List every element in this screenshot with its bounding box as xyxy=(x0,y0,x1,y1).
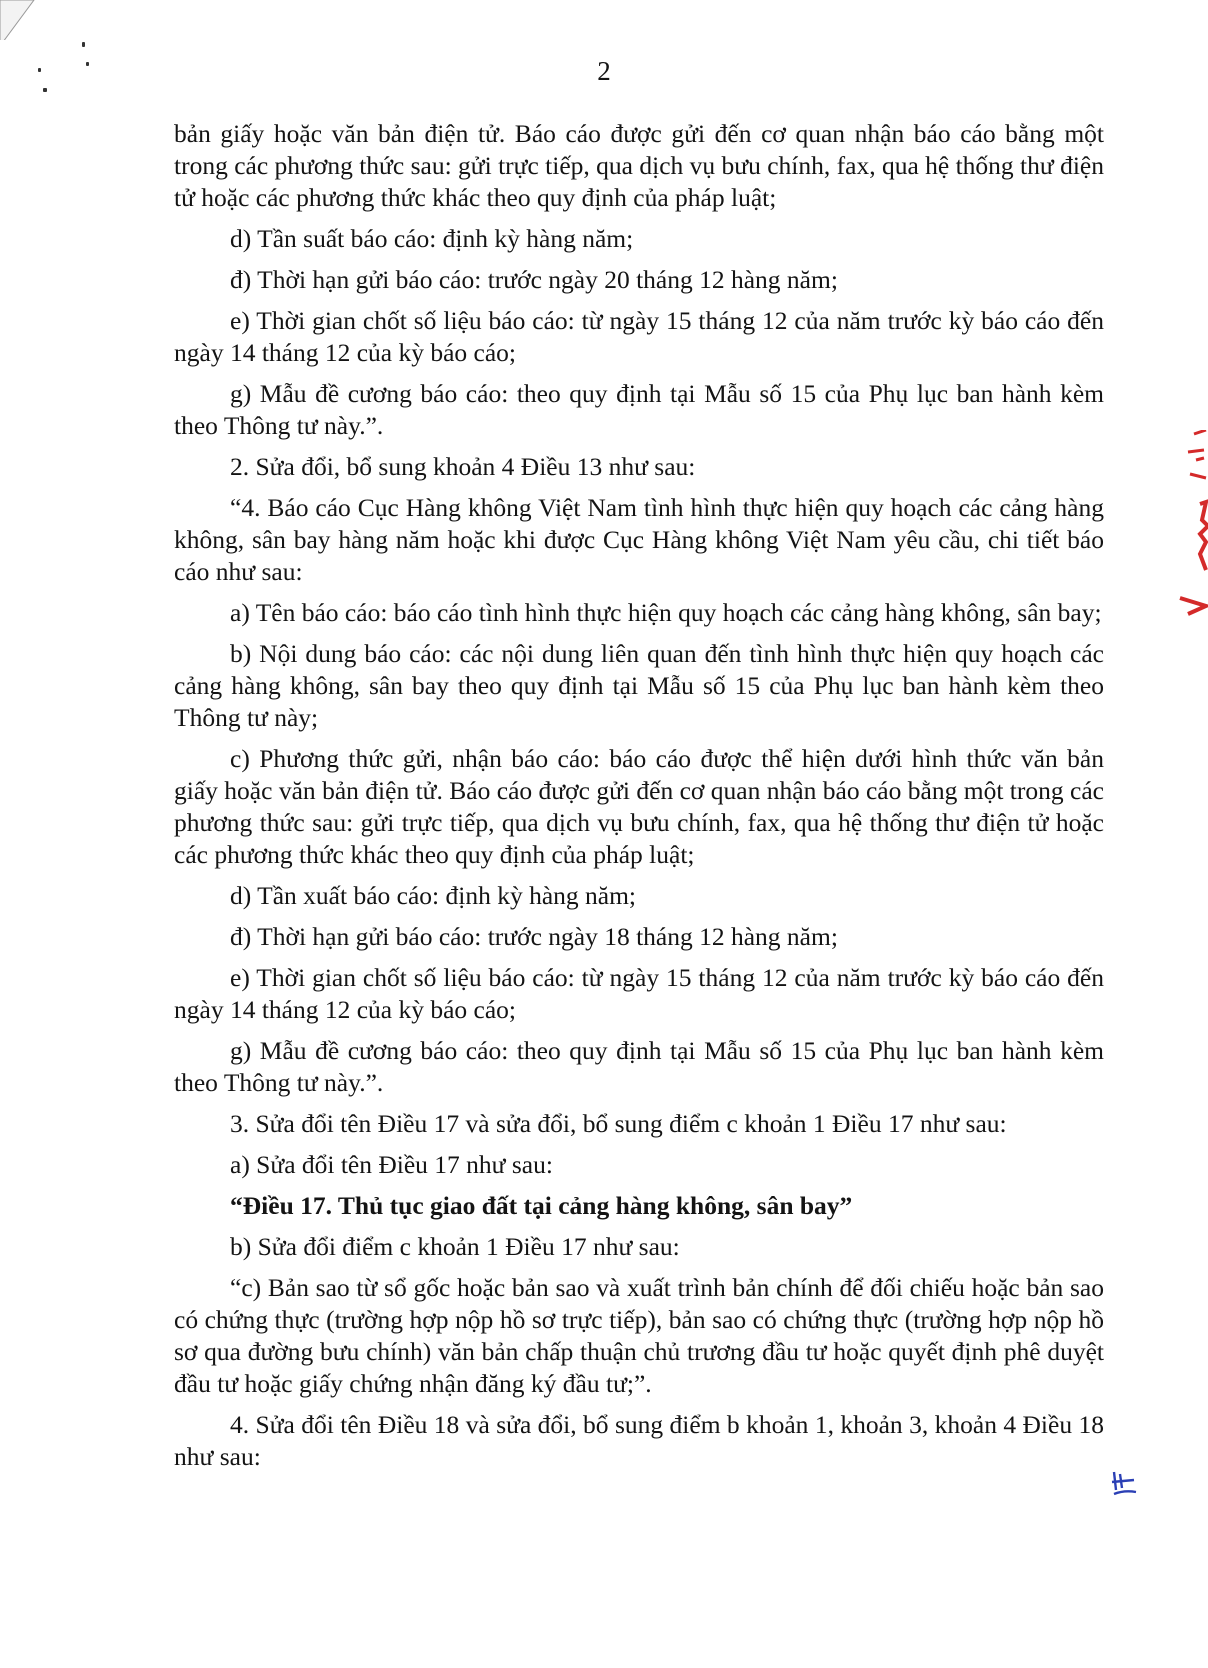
page-number: 2 xyxy=(597,56,611,86)
document-body xyxy=(174,118,1104,1482)
paragraph-item-a-report-name: a) Tên báo cáo: báo cáo tình hình thực hiện quy hoạch các cảng hàng không, sân bay; xyxy=(230,598,1102,627)
paragraph-item-a-rename: a) Sửa đổi tên Điều 17 như sau: xyxy=(230,1150,553,1179)
paragraph-point-c-text: “c) Bản sao từ sổ gốc hoặc bản sao và xuất trình bản chính để đối chiếu hoặc bản sao có chứng thực (trường hợp nộp hồ sơ trực tiếp), bản sao có chứng thực (trường hợp nộp hồ sơ qua đường bưu chính) văn bản chấp thuận chủ trương đầu tư hoặc quyết định phê duyệt đầu tư hoặc giấy chứng nhận đăng ký đầu tư;”. xyxy=(174,1273,1104,1398)
paragraph-section-3: 3. Sửa đổi tên Điều 17 và sửa đổi, bổ sung điểm c khoản 1 Điều 17 như sau: xyxy=(230,1109,1007,1138)
paragraph-item-d-frequency-2: d) Tần xuất báo cáo: định kỳ hàng năm; xyxy=(230,881,637,910)
article-17-heading: “Điều 17. Thủ tục giao đất tại cảng hàng không, sân bay” xyxy=(230,1191,853,1220)
scan-speck xyxy=(82,42,85,47)
paragraph-continuation: bản giấy hoặc văn bản điện tử. Báo cáo được gửi đến cơ quan nhận báo cáo bằng một trong các phương thức sau: gửi trực tiếp, qua dịch vụ bưu chính, fax, qua hệ thống thư điện tử hoặc các phương thức khác theo quy định của pháp luật; xyxy=(174,119,1104,212)
paragraph-item-dd-deadline-2: đ) Thời hạn gửi báo cáo: trước ngày 18 tháng 12 hàng năm; xyxy=(230,922,838,951)
paragraph-item-c-method: c) Phương thức gửi, nhận báo cáo: báo cáo được thể hiện dưới hình thức văn bản giấy hoặc văn bản điện tử. Báo cáo được gửi đến cơ quan nhận báo cáo bằng một trong các phương thức sau: gửi trực tiếp, qua dịch vụ bưu chính, fax, qua hệ thống thư điện tử hoặc các phương thức khác theo quy định của pháp luật; xyxy=(174,744,1104,869)
paragraph-item-g-template: g) Mẫu đề cương báo cáo: theo quy định tại Mẫu số 15 của Phụ lục ban hành kèm theo Thông tư này.”. xyxy=(174,379,1104,440)
paragraph-item-e-data-period-2: e) Thời gian chốt số liệu báo cáo: từ ngày 15 tháng 12 của năm trước kỳ báo cáo đến ngày 14 tháng 12 của kỳ báo cáo; xyxy=(174,963,1104,1024)
handwritten-initial xyxy=(1110,1468,1138,1496)
paragraph-item-b-report-content: b) Nội dung báo cáo: các nội dung liên quan đến tình hình thực hiện quy hoạch các cảng hàng không, sân bay theo quy định tại Mẫu số 15 của Phụ lục ban hành kèm theo Thông tư này; xyxy=(174,639,1104,732)
paragraph-item-g-template-2: g) Mẫu đề cương báo cáo: theo quy định tại Mẫu số 15 của Phụ lục ban hành kèm theo Thông tư này.”. xyxy=(174,1036,1104,1097)
red-stamp-edge xyxy=(1174,430,1208,650)
paragraph-section-2: 2. Sửa đổi, bổ sung khoản 4 Điều 13 như sau: xyxy=(230,452,696,481)
paragraph-item-b-amend-point-c: b) Sửa đổi điểm c khoản 1 Điều 17 như sau: xyxy=(230,1232,680,1261)
paragraph-item-dd-deadline: đ) Thời hạn gửi báo cáo: trước ngày 20 tháng 12 hàng năm; xyxy=(230,265,838,294)
paragraph-item-d-frequency: d) Tần suất báo cáo: định kỳ hàng năm; xyxy=(230,224,634,253)
paragraph-section-4: 4. Sửa đổi tên Điều 18 và sửa đổi, bổ sung điểm b khoản 1, khoản 3, khoản 4 Điều 18 như sau: xyxy=(174,1410,1104,1471)
scan-speck xyxy=(43,88,47,92)
scan-corner-fold xyxy=(0,0,40,40)
paragraph-item-e-data-period: e) Thời gian chốt số liệu báo cáo: từ ngày 15 tháng 12 của năm trước kỳ báo cáo đến ngày 14 tháng 12 của kỳ báo cáo; xyxy=(174,306,1104,367)
paragraph-clause-4: “4. Báo cáo Cục Hàng không Việt Nam tình hình thực hiện quy hoạch các cảng hàng không, sân bay hàng năm hoặc khi được Cục Hàng không Việt Nam yêu cầu, chi tiết báo cáo như sau: xyxy=(174,493,1104,586)
